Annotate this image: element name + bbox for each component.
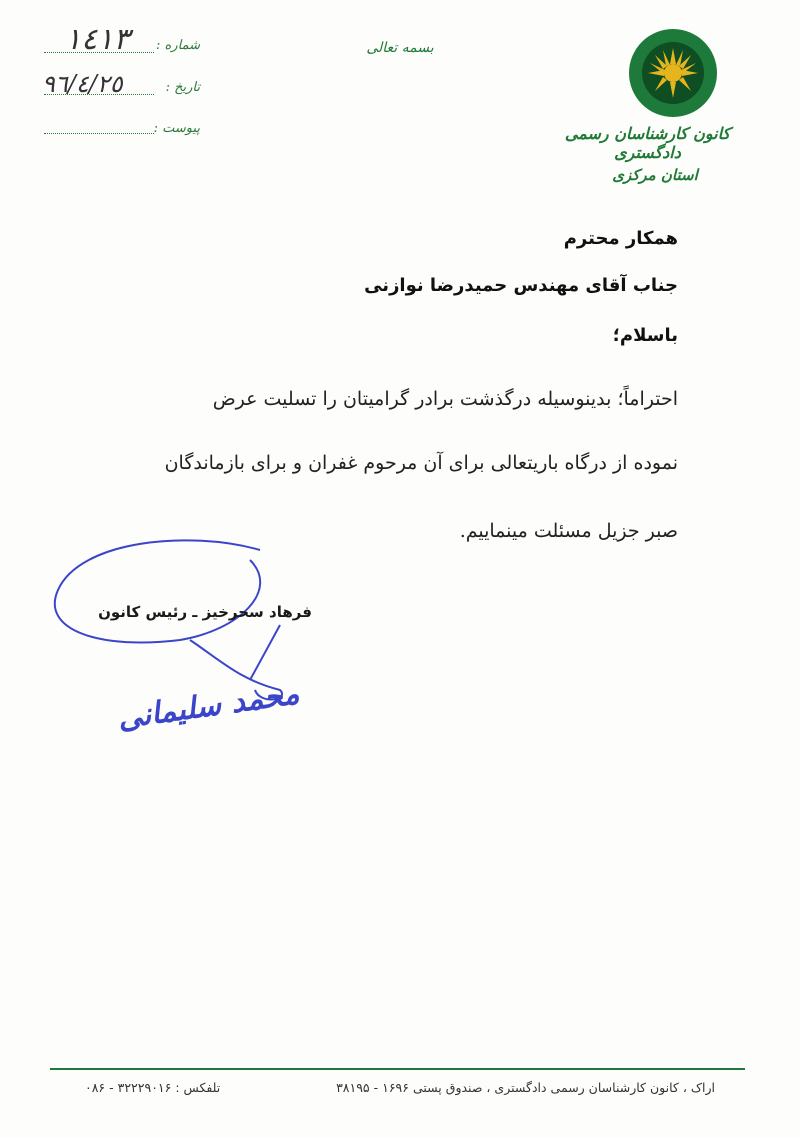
footer-telefax: تلفکس : ۳۲۲۲۹۰۱۶ - ۰۸۶ [85,1080,221,1095]
org-province: استان مرکزی [612,166,698,184]
number-label: شماره : [156,38,200,53]
letter-meta [30,22,200,143]
salutation-colleague: همکار محترم [563,228,678,249]
body-line-1: احتراماً؛ بدینوسیله درگذشت برادر گرامیتان را تسلیت عرض [212,388,678,410]
attachment-label: پیوست : [153,121,200,136]
body-line-3: صبر جزیل مسئلت مینماییم. [459,520,678,542]
body-line-2: نموده از درگاه باریتعالی برای آن مرحوم غفران و برای بازماندگان [164,452,678,474]
sun-emblem-logo-icon [628,28,718,118]
signer-name: فرهاد سحرخیز ـ رئیس کانون [98,603,312,621]
number-value: ١٤١٣ [65,22,130,57]
handwritten-signature: محمد سلیمانی [115,676,302,737]
salutation-recipient: جناب آقای مهندس حمیدرضا نوازنی [364,275,678,296]
attachment-dotted-line [44,133,154,134]
date-value: ٩٦/٤/٢٥ [42,70,123,98]
bismillah: بسمه تعالی [366,40,434,56]
footer-address: اراک ، کانون کارشناسان رسمی دادگستری ، صندوق پستی ۱۶۹۶ - ۳۸۱۹۵ [336,1080,715,1095]
date-label: تاریخ : [165,80,200,95]
org-name: کانون کارشناسان رسمی دادگستری [564,124,731,162]
greeting: باسلام؛ [612,325,678,346]
footer-divider [50,1068,745,1070]
